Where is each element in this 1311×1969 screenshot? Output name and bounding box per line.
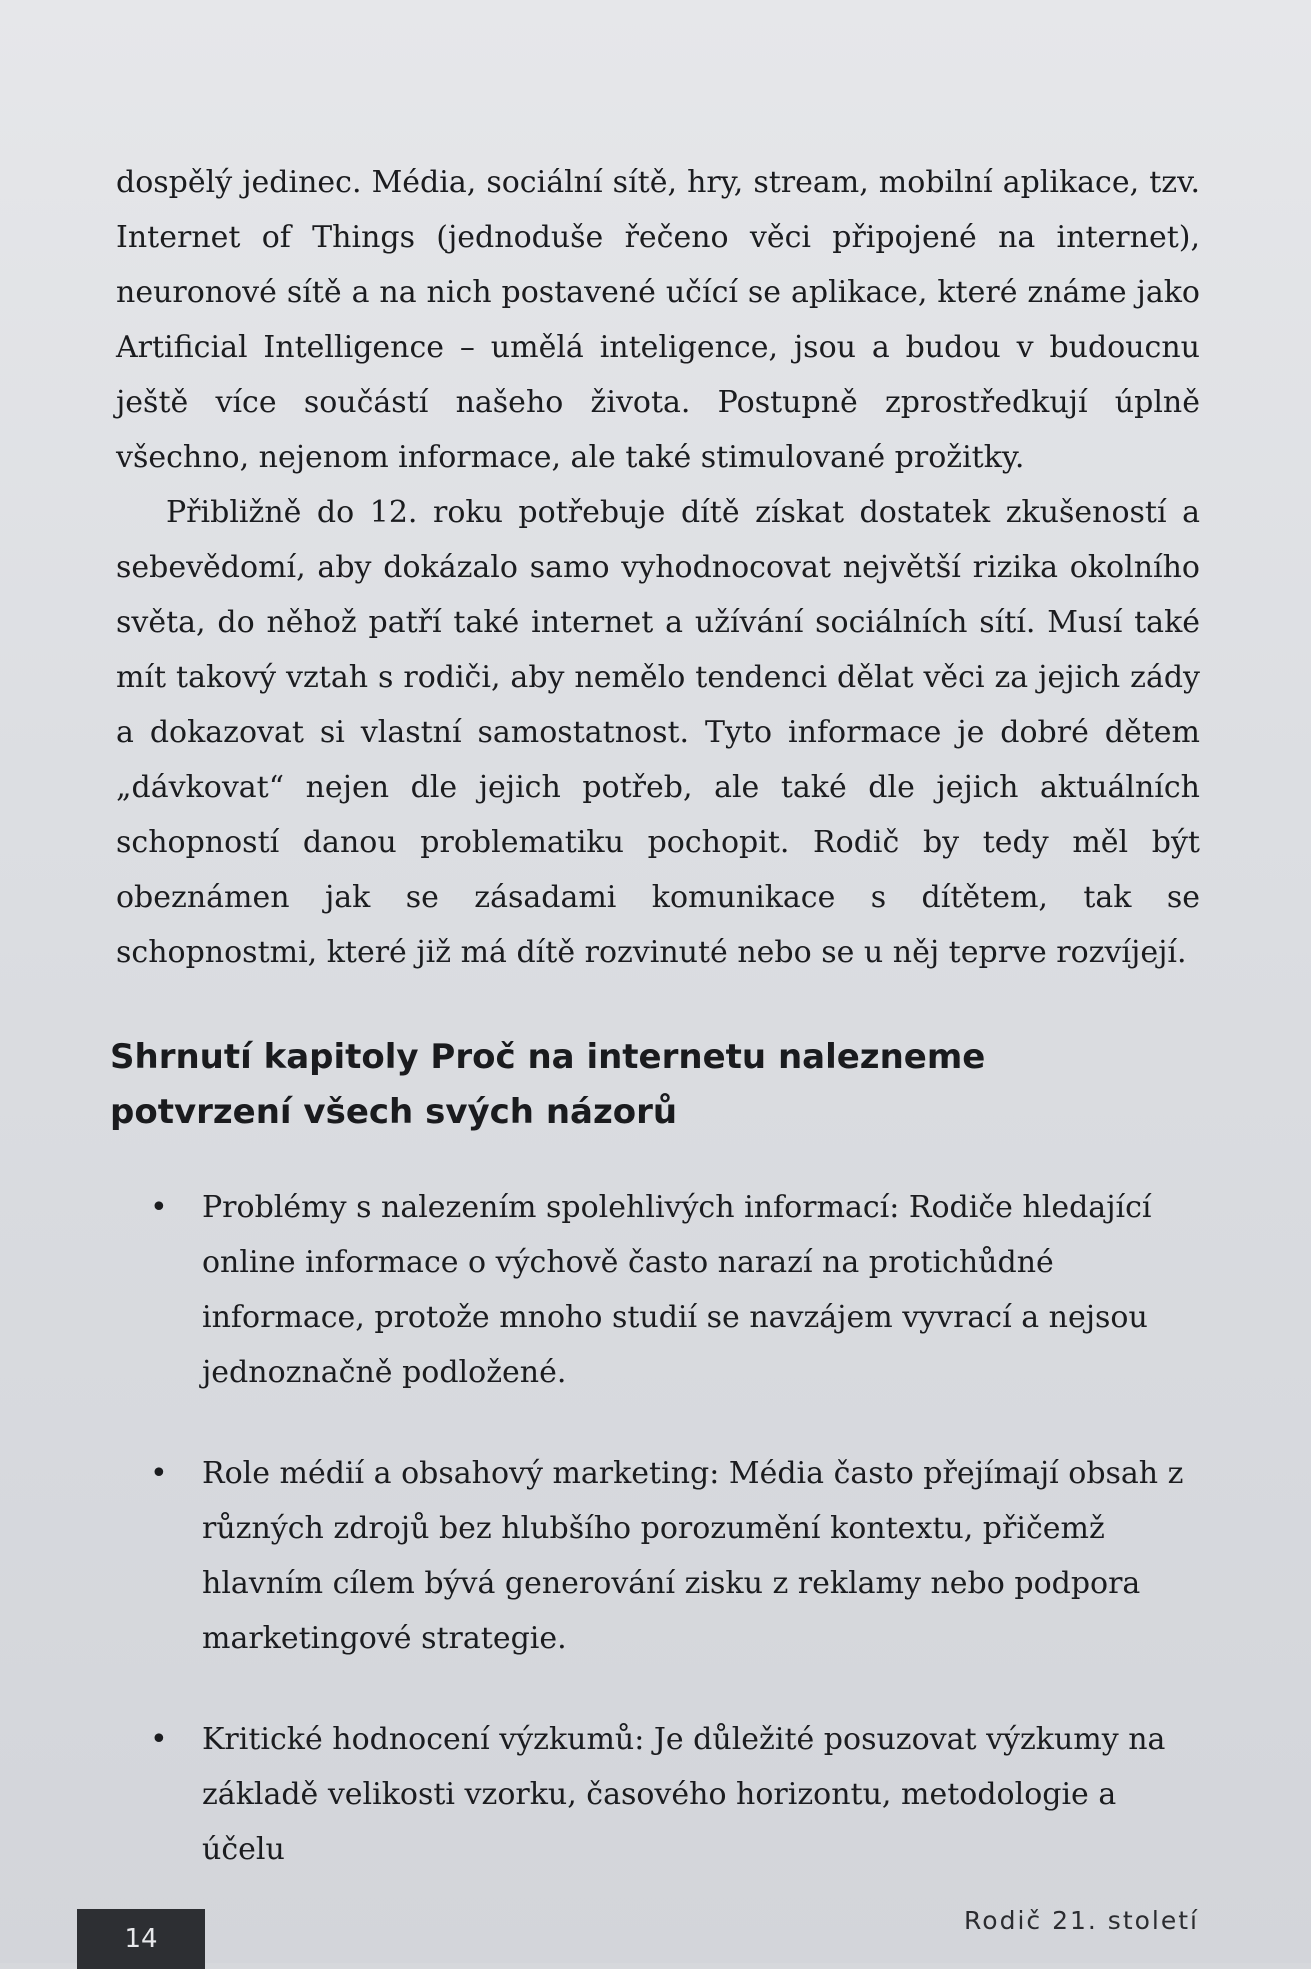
paragraph: Přibližně do 12. roku potřebuje dítě získat dostatek zkušeností a sebevědomí, aby dokázalo samo vyhodnocovat největší rizika okolního světa, do něhož patří také internet a užívání sociálních sítí. Musí také mít takový vztah s rodiči, aby nemělo tendenci dělat věci za jejich zády a dokazovat si vlastní samostatnost. Tyto informace je dobré dětem „dávkovat“ nejen dle jejich potřeb, ale také dle jejich aktuálních schopností danou problematiku pochopit. Rodič by tedy měl být obeznámen jak se zásadami komunikace s dítětem, tak se schopnostmi, které již má dítě rozvinuté nebo se u něj teprve rozvíjejí.: [116, 495, 1200, 970]
list-item-text: Kritické hodnocení výzkumů: Je důležité posuzovat výzkumy na základě velikosti vzorku, časového horizontu, metodologie a účelu: [202, 1722, 1166, 1867]
page-number: 14: [77, 1909, 205, 1969]
bullet-icon: •: [150, 1722, 168, 1757]
bullet-icon: •: [150, 1190, 168, 1225]
running-title: Rodič 21. století: [964, 1906, 1199, 1935]
section-heading: Shrnutí kapitoly Proč na internetu nalezneme potvrzení všech svých názorů: [110, 1037, 986, 1132]
list-item: [150, 1712, 1200, 1877]
list-item-text: Problémy s nalezením spolehlivých informací: Rodiče hledající online informace o výchově často narazí na protichůdné informace, protože mnoho studií se navzájem vyvrací a nejsou jednoznačně podložené.: [202, 1190, 1152, 1390]
list-item: [150, 1446, 1200, 1666]
list-item-text: Role médií a obsahový marketing: Média často přejímají obsah z různých zdrojů bez hlubšího porozumění kontextu, přičemž hlavním cílem bývá generování zisku z reklamy nebo podpora marketingové strategie.: [202, 1456, 1184, 1656]
summary-list: [150, 1180, 1200, 1923]
list-item: [150, 1180, 1200, 1400]
bullet-icon: •: [150, 1456, 168, 1491]
body-text: [116, 155, 1200, 980]
paragraph: dospělý jedinec. Média, sociální sítě, hry, stream, mobilní aplikace, tzv. Internet of Things (jednoduše řečeno věci připojené na internet), neuronové sítě a na nich postavené učící se aplikace, které známe jako Artificial Intelligence – umělá inteligence, jsou a budou v budoucnu ještě více součástí našeho života. Postupně zprostředkují úplně všechno, nejenom informace, ale také stimulované prožitky.: [116, 165, 1200, 475]
